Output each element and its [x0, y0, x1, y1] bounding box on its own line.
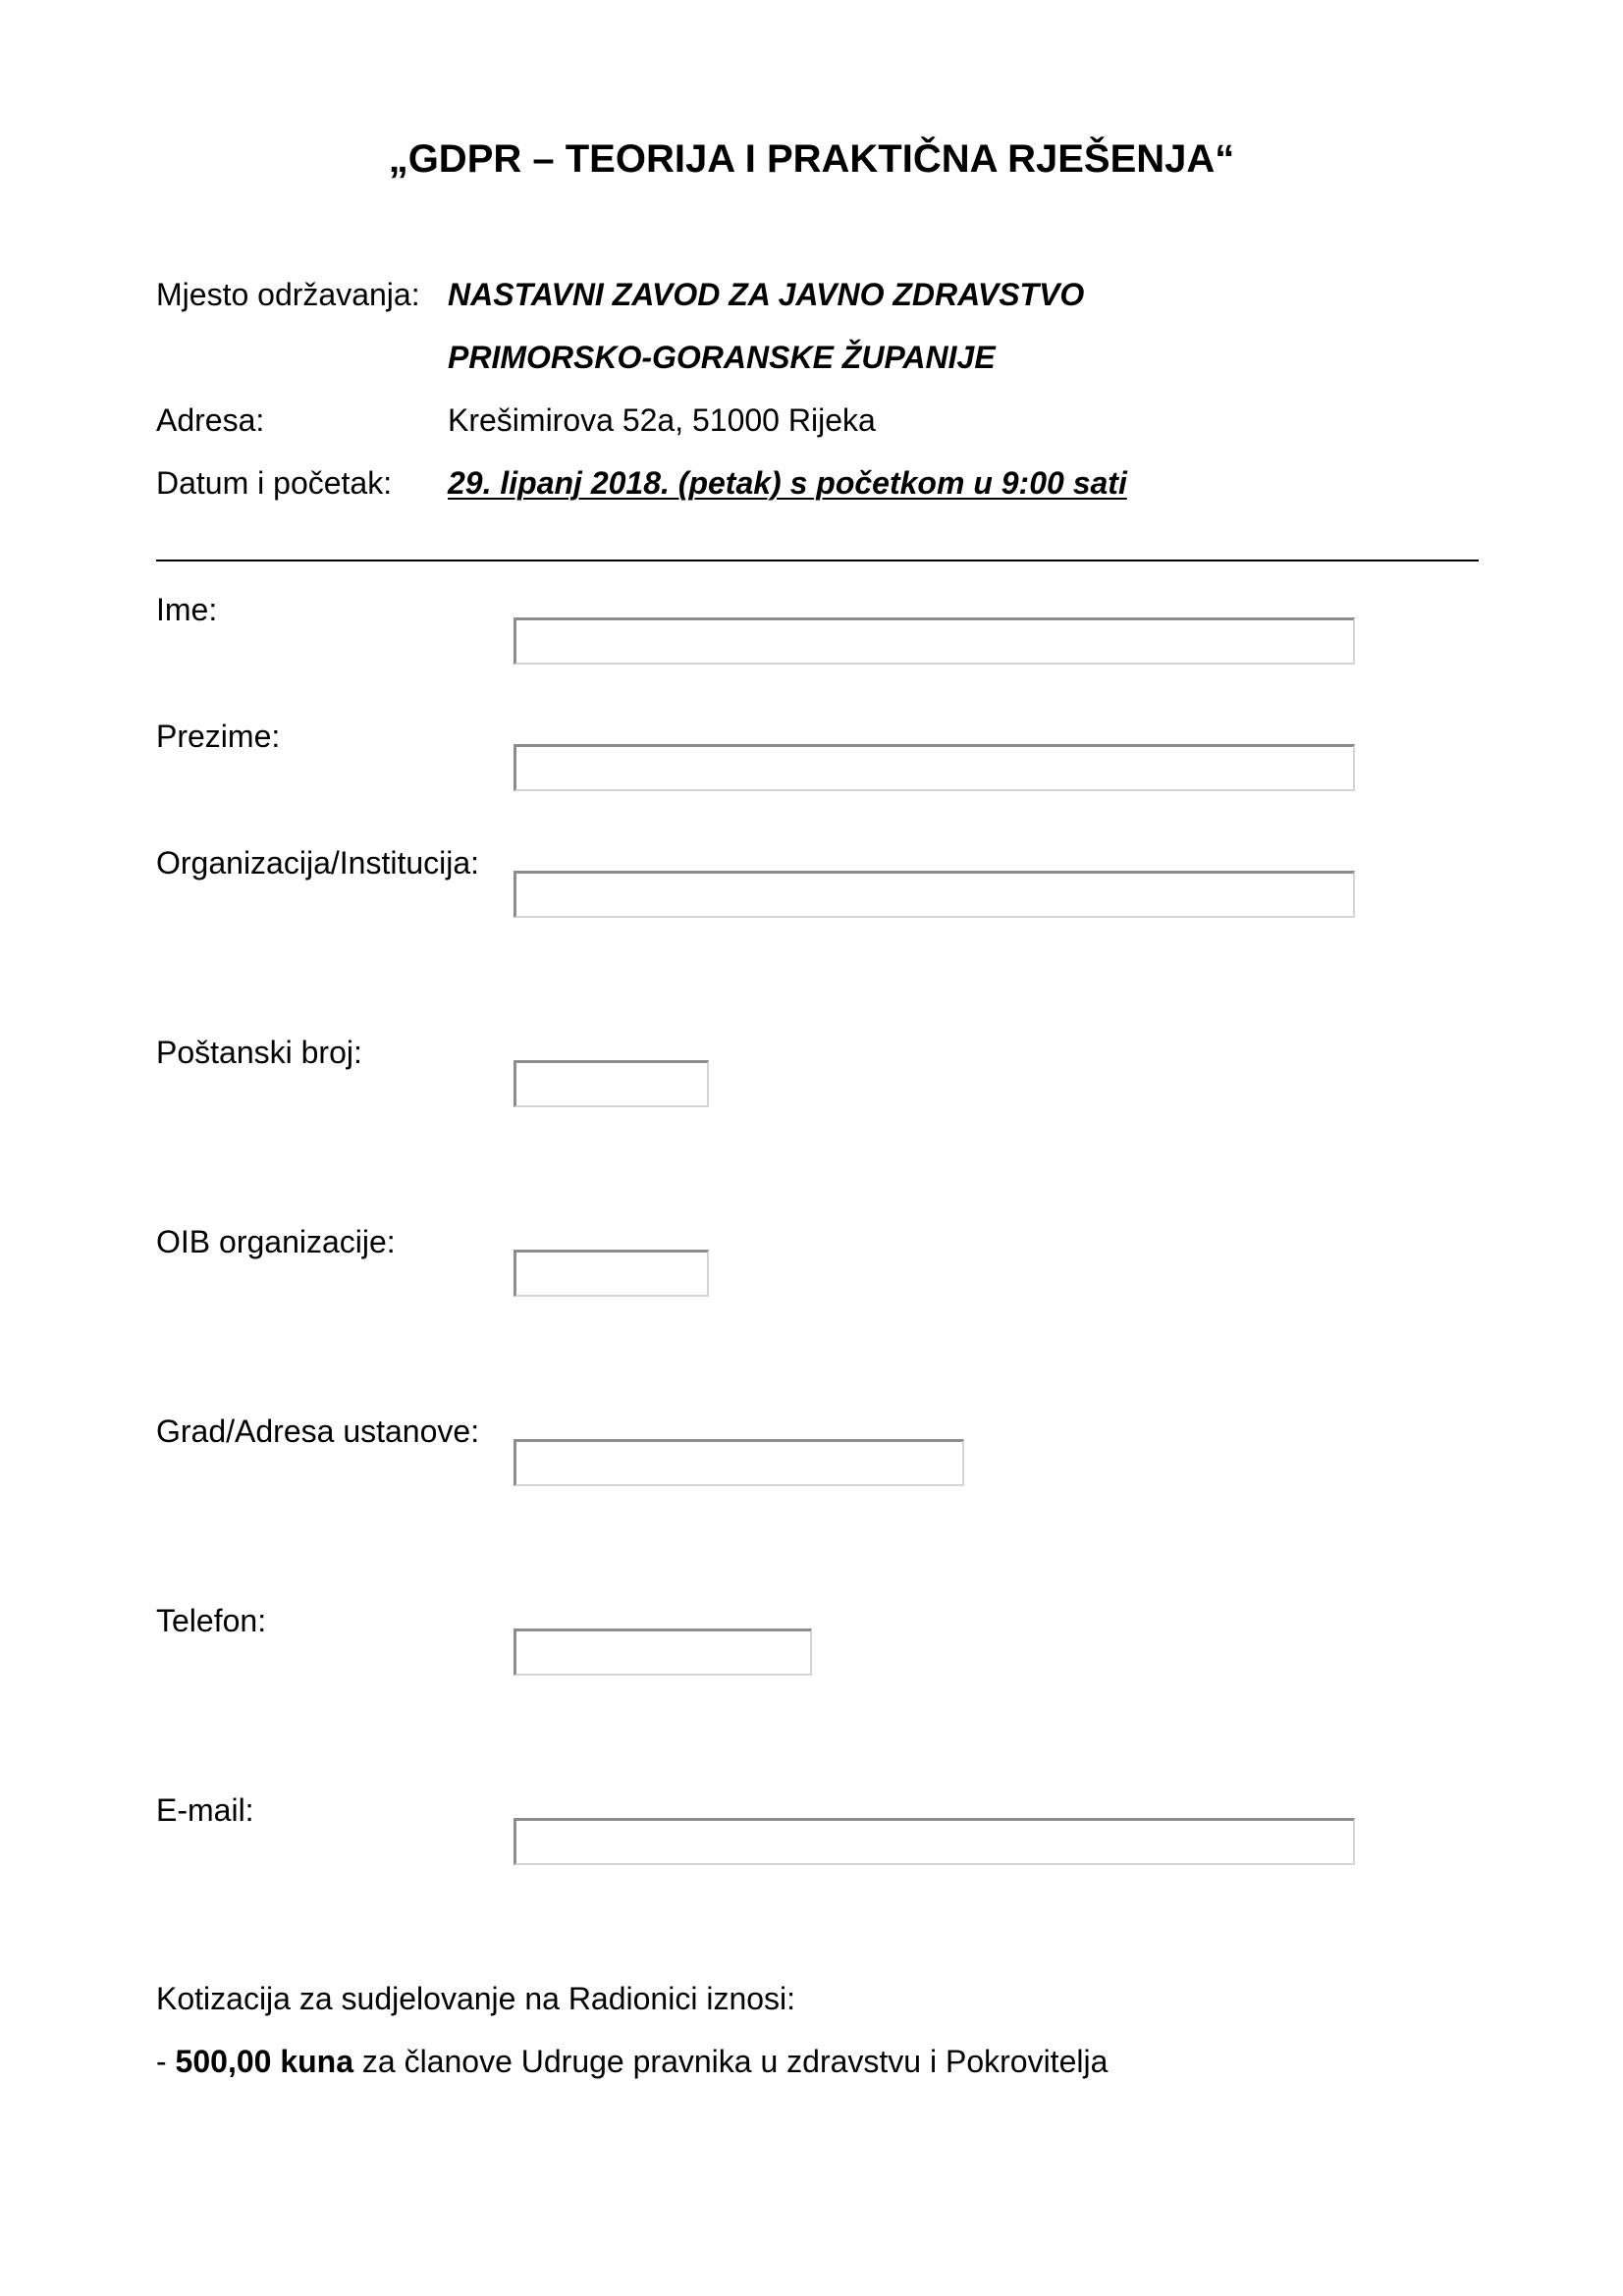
email-label: E-mail:: [156, 1792, 254, 1828]
fee-intro: Kotizacija za sudjelovanje na Radionici iznosi:: [156, 1981, 796, 2016]
document-title: „GDPR – TEORIJA I PRAKTIČNA RJEŠENJA“: [388, 137, 1235, 181]
date-label: Datum i početak:: [156, 465, 393, 501]
fee-item-description: za članove Udruge pravnika u zdravstvu i Pokrovitelja: [353, 2044, 1109, 2079]
venue-label: Mjesto održavanja:: [156, 277, 420, 312]
email-input[interactable]: [514, 1818, 1355, 1865]
postal-code-label: Poštanski broj:: [156, 1035, 362, 1070]
date-value: 29. lipanj 2018. (petak) s početkom u 9:00 sati: [448, 465, 1127, 501]
fee-item-prefix: -: [156, 2044, 176, 2079]
venue-line-2: PRIMORSKO-GORANSKE ŽUPANIJE: [448, 340, 996, 375]
first-name-label: Ime:: [156, 592, 218, 627]
phone-label: Telefon:: [156, 1603, 267, 1638]
last-name-input[interactable]: [514, 744, 1355, 791]
oib-label: OIB organizacije:: [156, 1224, 396, 1259]
oib-input[interactable]: [514, 1250, 709, 1297]
organization-input[interactable]: [514, 871, 1355, 918]
address-label: Adresa:: [156, 402, 265, 438]
fee-item-amount: 500,00 kuna: [175, 2044, 353, 2079]
postal-code-input[interactable]: [514, 1060, 709, 1107]
organization-label: Organizacija/Institucija:: [156, 845, 480, 881]
city-address-input[interactable]: [514, 1439, 964, 1486]
address-value: Krešimirova 52a, 51000 Rijeka: [448, 402, 876, 438]
phone-input[interactable]: [514, 1629, 812, 1676]
city-address-label: Grad/Adresa ustanove:: [156, 1414, 480, 1449]
fee-item: [156, 2042, 1108, 2081]
separator-line: [156, 560, 1479, 561]
first-name-input[interactable]: [514, 617, 1355, 665]
last-name-label: Prezime:: [156, 719, 281, 754]
venue-line-1: NASTAVNI ZAVOD ZA JAVNO ZDRAVSTVO: [448, 277, 1085, 312]
